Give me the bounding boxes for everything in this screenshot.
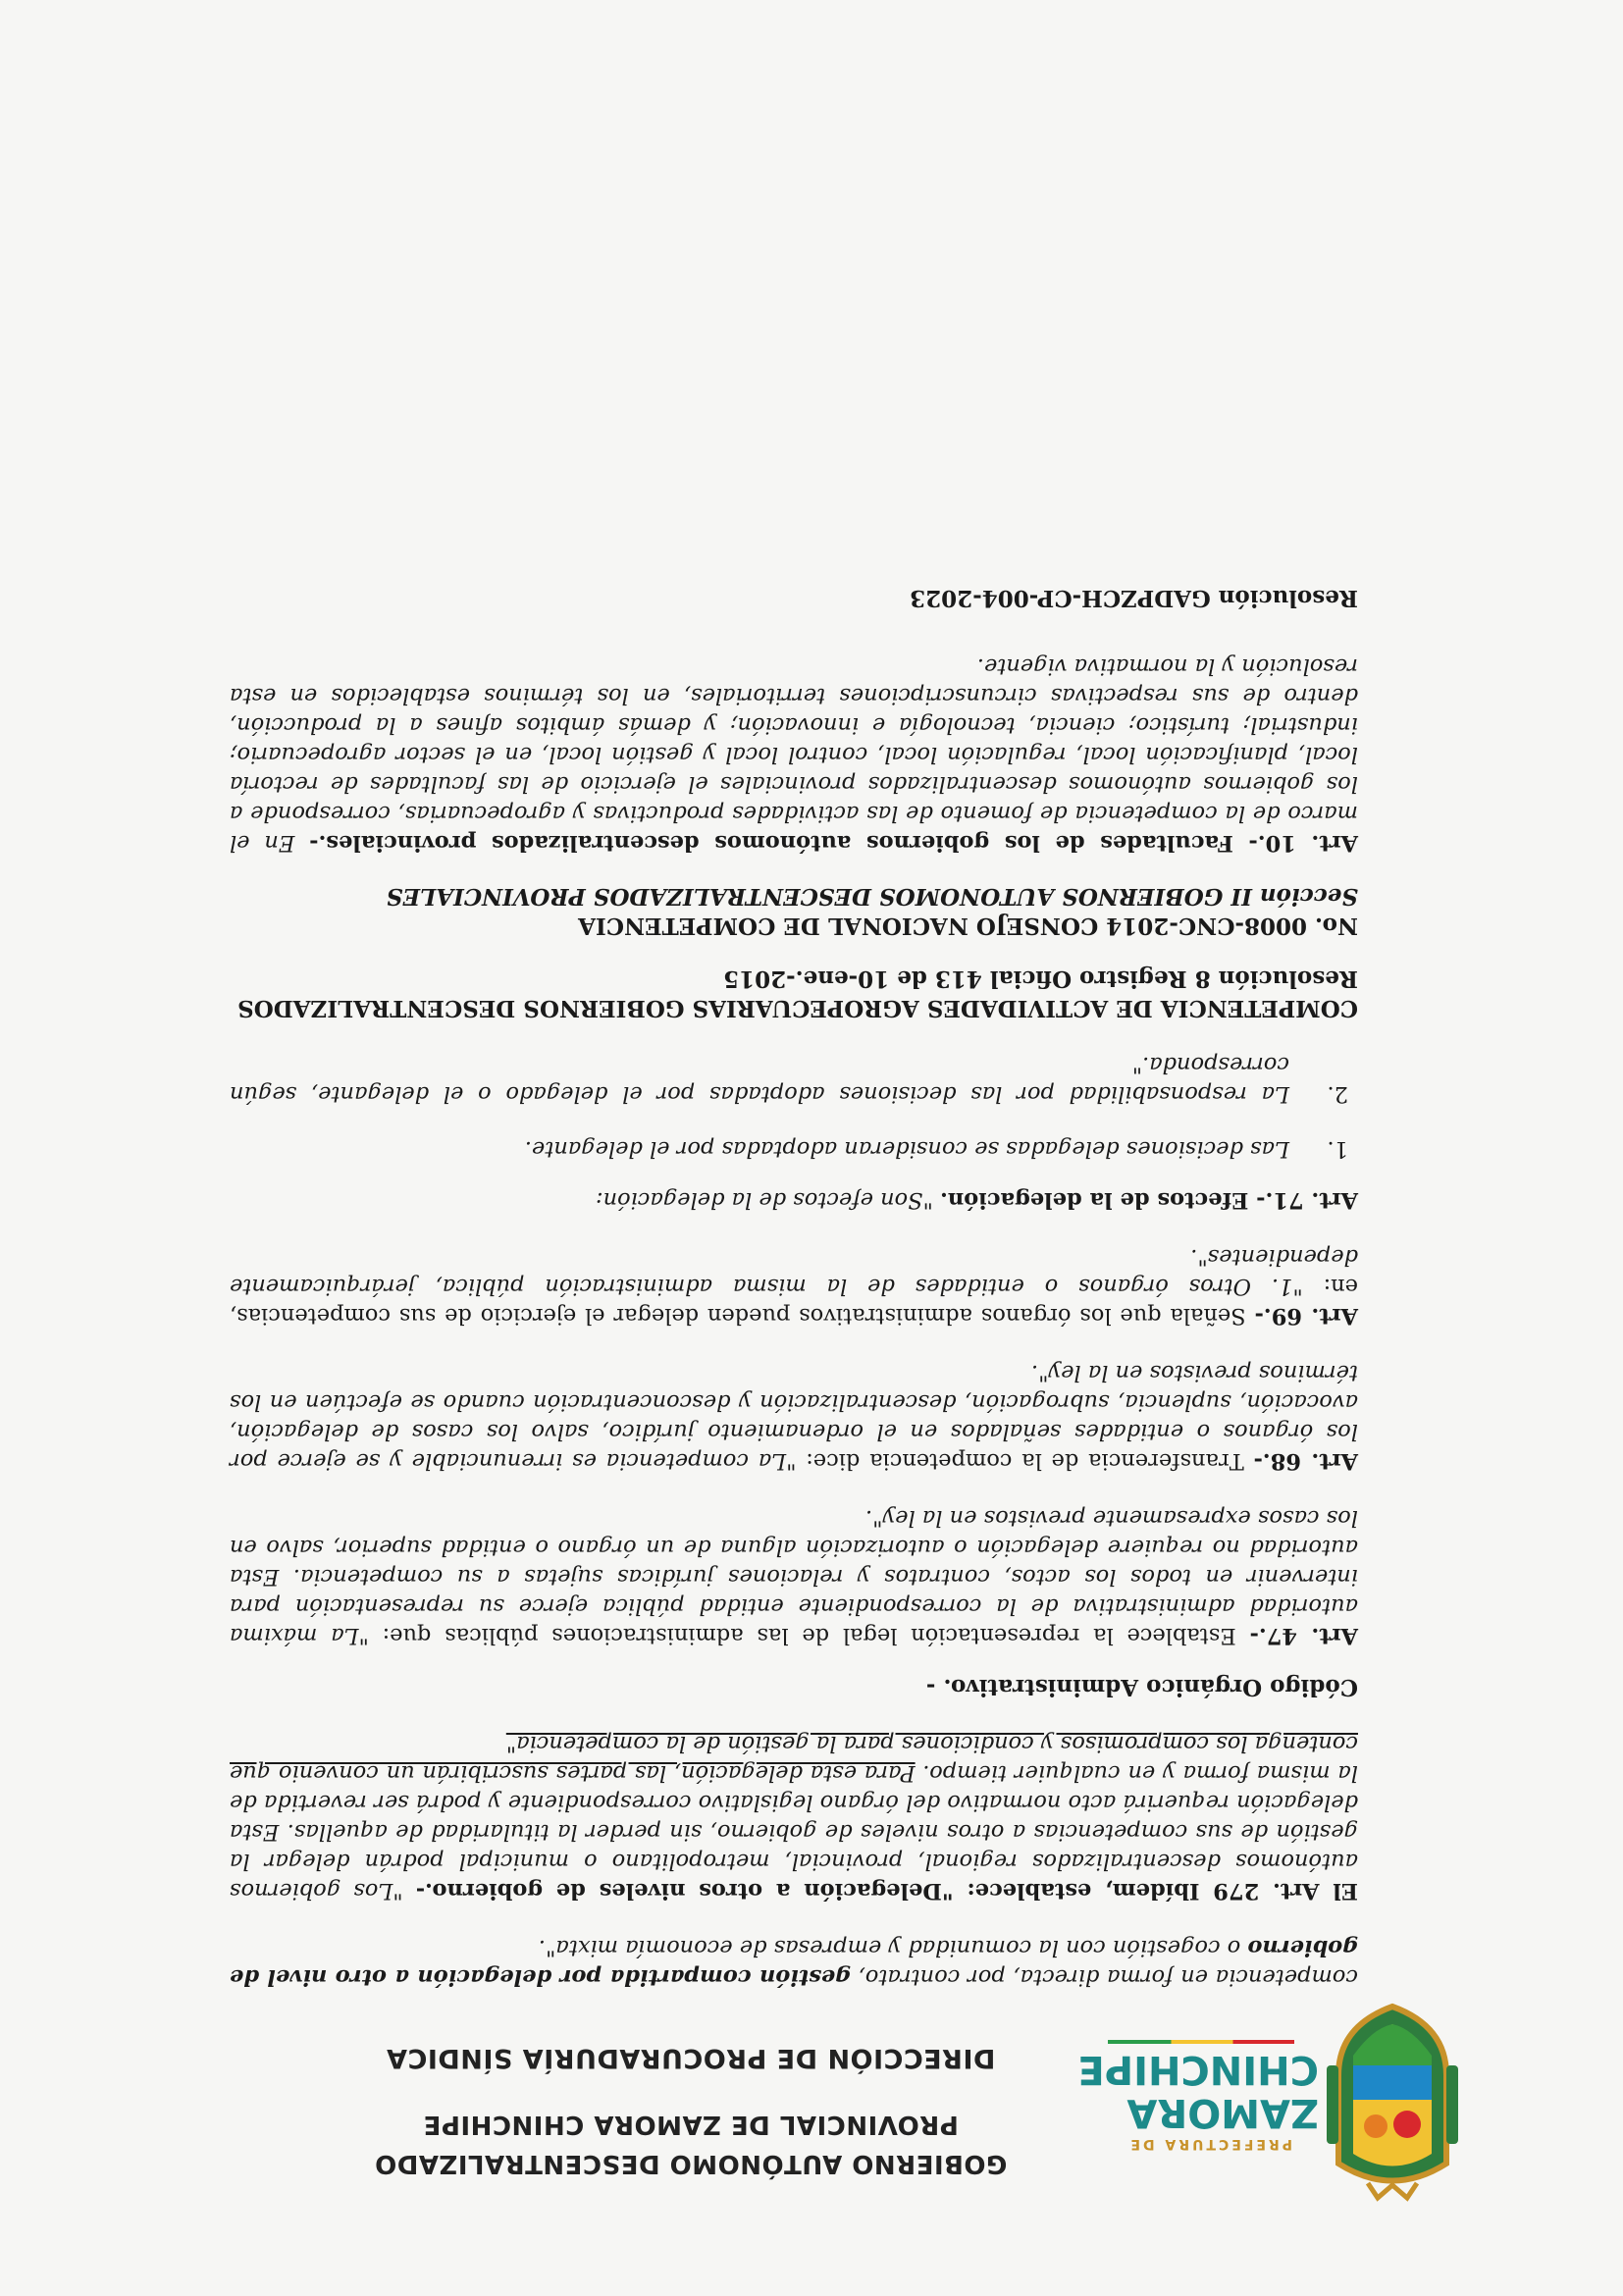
paragraph-art-71 [230,1185,1358,1215]
coat-of-arms-icon [1309,1997,1476,2203]
title-1-line-1: COMPETENCIA DE ACTIVIDADES AGROPECUARIAS GOBIERNOS DESCENTRALIZADOS [237,995,1358,1021]
p2-text: "Los gobiernos autónomos descentralizados regional, provincial, metropolitano o municipal podrán delegar la gestión de sus competencias a otros niveles de gobierno, sin perder la titularidad de aquellas. Esta delegación requerirá acto normativo del órgano legislativo correspondiente y podrá ser revertida de la misma forma y en cualquier tiempo. [230,1760,1358,1904]
list-item [230,1050,1358,1109]
logo-line-2: CHINCHIPE [1077,2047,1319,2092]
title-competencia-agropecuaria [230,964,1358,1022]
list-item-number: 1. [1327,1136,1348,1162]
prefecture-logo [1077,1997,1476,2203]
resolution-reference: Resolución GADPZCH-CP-004-2023 [910,585,1358,611]
title-cnc-resolution [230,881,1358,940]
p5-quote: "1. Otros órganos o entidades de la misma administración pública, jerárquicamente dependientes". [230,1244,1358,1299]
title-2-line-1: No. 0008-CNC-2014 CONSEJO NACIONAL DE COMPETENCIA [578,913,1358,939]
logo-wordmark [1077,2048,1319,2134]
institution-heading [298,2038,1083,2183]
title-1-line-2: Resolución 8 Registro Oficial 413 de 10-ene.-2015 [723,965,1358,992]
paragraph-art-68 [230,1358,1358,1476]
p2-underlined: Para esta delegación, las partes suscribirán un convenio que contenga los compromisos y condiciones para la gestión de la competencia" [230,1731,1358,1786]
list-item-number: 2. [1327,1081,1348,1107]
heading-coa: Código Orgánico Administrativo. - [925,1674,1358,1700]
p7-text: En el marco de la competencia de fomento de las actividades productivas y agropecuarias, corresponde a los gobiernos autónomos descentralizados provinciales el ejercicio de las facultades de rectoría local, planificación local, regulación local, control local y gestión local, en el sector agropecuario; industrial; turístico; ciencia, tecnología e innovación; y demás ámbitos afines a la producción, dentro de sus respectivas circunscripciones territoriales, en los términos establecidos en esta resolución y la normativa vigente. [230,653,1358,856]
letterhead [122,1997,1476,2203]
p2-heading: El Art. 279 Ibídem, establece: "Delegación a otros niveles de gobierno.- [415,1878,1358,1904]
effects-list [230,1050,1358,1164]
p4-quote: "La competencia es irrenunciable y se ejerce por los órganos o entidades señalados en el ordenamiento jurídico, salvo los casos de delegación, avocación, suplencia, subrogación, descentralización y desconcentración cuando se efectúen en los términos previstos en la ley". [230,1360,1358,1474]
p4-heading: Art. 68.- [1253,1448,1358,1474]
paragraph-art-10 [230,652,1358,858]
logo-line-1: ZAMORA [1126,2090,1319,2135]
paragraph-art-69 [230,1242,1358,1331]
p1-text-a: competencia en forma directa, por contrato, [851,1964,1358,1990]
p7-heading: Art. 10.- Facultades de los gobiernos autónomos descentralizados provinciales.- [309,830,1358,856]
document-body [230,583,1358,1992]
logo-color-bar [1108,2040,1294,2044]
p3-text: Establece la representación legal de las administraciones públicas que: [368,1623,1250,1648]
p3-heading: Art. 47.- [1249,1623,1358,1648]
department-name: DIRECCIÓN DE PROCURADURÍA SÍNDICA [386,2043,996,2073]
list-item-text: La responsabilidad por las decisiones adoptadas por el delegado o el delegante, según corresponda." [230,1052,1289,1107]
paragraph-art-279 [230,1729,1358,1905]
paragraph-art-47 [230,1503,1358,1650]
paragraph-competencia [230,1933,1358,1992]
p5-text: Señala que los órganos administrativos pueden delegar el ejercicio de sus competencias, en: [230,1274,1358,1329]
p6-heading: Art. 71.- Efectos de la delegación. [940,1187,1358,1213]
p3-quote: "La máxima autoridad administrativa de la correspondiente entidad pública ejerce su representación para intervenir en todos los actos, contratos y relaciones jurídicas sujetas a su competencia. Esta autoridad no requiere delegación o autorización alguna de un órgano o entidad superior, salvo en los casos expresamente previstos en la ley". [230,1505,1358,1648]
institution-line-1: GOBIERNO AUTÓNOMO DESCENTRALIZADO [374,2149,1008,2178]
title-2-line-2: Sección II GOBIERNOS AUTONOMOS DESCENTRALIZADOS PROVINCIALES [386,883,1358,910]
p1-text-c: o cogestión con la comunidad y empresas de economía mixta". [538,1935,1248,1960]
institution-line-2: PROVINCIAL DE ZAMORA CHINCHIPE [423,2110,959,2139]
logo-small-text: PREFECTURA DE [1127,2136,1292,2152]
p6-text: "Son efectos de la delegación: [596,1187,941,1213]
list-item-text: Las decisiones delegadas se consideran adoptadas por el delegante. [524,1136,1289,1162]
list-item [230,1134,1358,1164]
p5-heading: Art. 69.- [1254,1303,1358,1329]
p1-text-b: gestión compartida por delegación a otro nivel de gobierno [230,1935,1358,1990]
p4-text: Transferencia de la competencia dice: [796,1448,1254,1474]
